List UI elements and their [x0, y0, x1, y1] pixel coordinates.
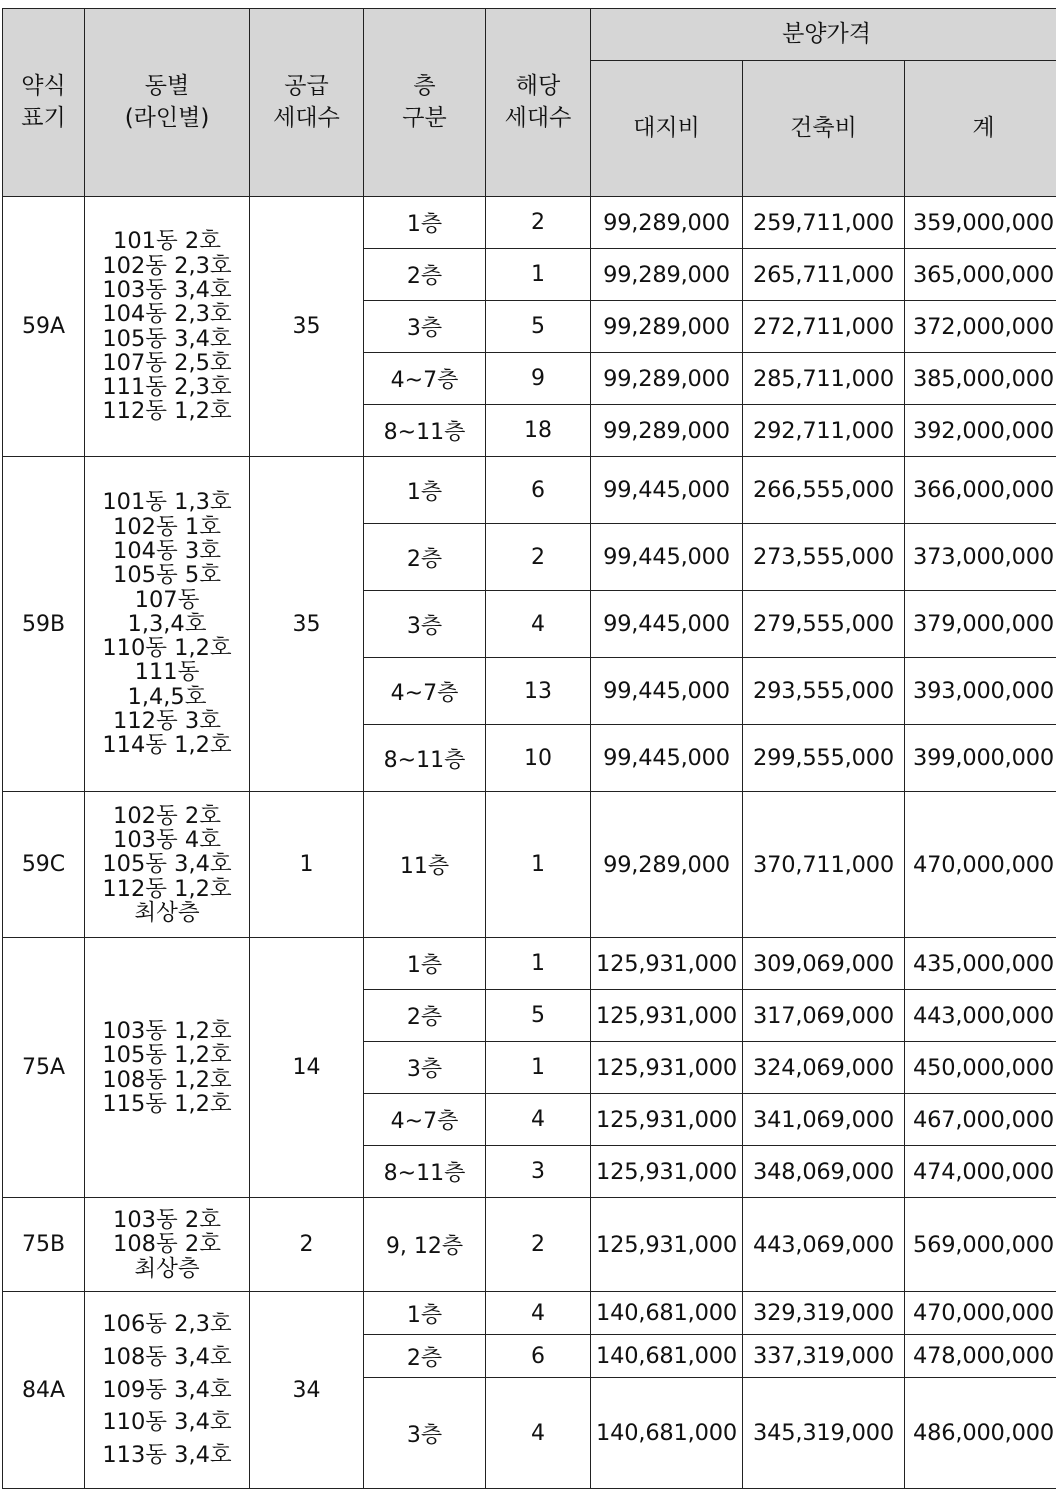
units-cell: 2 — [486, 197, 591, 249]
total-cell: 372,000,000 — [905, 301, 1056, 353]
land-cell: 140,681,000 — [591, 1378, 743, 1489]
table-row — [3, 1198, 1056, 1292]
land-cell: 140,681,000 — [591, 1292, 743, 1335]
type-cell: 59A — [3, 197, 85, 457]
build-cell: 273,555,000 — [743, 524, 905, 591]
dong-line: 101동 1,3호 — [85, 490, 249, 514]
units-cell: 13 — [486, 658, 591, 725]
floor-cell: 2층 — [364, 524, 486, 591]
dong-cell — [85, 1198, 250, 1292]
dong-line: 110동 3,4호 — [85, 1406, 249, 1439]
land-cell: 125,931,000 — [591, 1094, 743, 1146]
floor-cell: 2층 — [364, 1335, 486, 1378]
build-cell: 309,069,000 — [743, 938, 905, 990]
floor-cell: 4~7층 — [364, 658, 486, 725]
dong-line: 107동 2,5호 — [85, 351, 249, 375]
dong-line: 105동 1,2호 — [85, 1043, 249, 1067]
land-cell: 125,931,000 — [591, 1042, 743, 1094]
dong-line: 105동 5호 — [85, 563, 249, 587]
land-cell: 99,289,000 — [591, 792, 743, 938]
units-cell: 10 — [486, 725, 591, 792]
dong-line: 109동 3,4호 — [85, 1374, 249, 1407]
total-cell: 365,000,000 — [905, 249, 1056, 301]
build-cell: 345,319,000 — [743, 1378, 905, 1489]
header-land: 대지비 — [591, 61, 743, 197]
units-cell: 4 — [486, 1378, 591, 1489]
units-cell: 6 — [486, 457, 591, 524]
units-cell: 4 — [486, 1094, 591, 1146]
build-cell: 266,555,000 — [743, 457, 905, 524]
total-cell: 470,000,000 — [905, 792, 1056, 938]
total-cell: 450,000,000 — [905, 1042, 1056, 1094]
supply-cell: 14 — [250, 938, 364, 1198]
dong-line: 111동 2,3호 — [85, 375, 249, 399]
build-cell: 324,069,000 — [743, 1042, 905, 1094]
dong-line: 최상층 — [85, 901, 249, 925]
dong-line: 103동 4호 — [85, 828, 249, 852]
land-cell: 99,445,000 — [591, 457, 743, 524]
header-supply: 공급 세대수 — [250, 9, 364, 197]
table-row — [3, 1292, 1056, 1335]
floor-cell: 3층 — [364, 591, 486, 658]
floor-cell: 3층 — [364, 1378, 486, 1489]
total-cell: 443,000,000 — [905, 990, 1056, 1042]
units-cell: 3 — [486, 1146, 591, 1198]
land-cell: 99,445,000 — [591, 658, 743, 725]
units-cell: 2 — [486, 524, 591, 591]
header-build: 건축비 — [743, 61, 905, 197]
dong-line: 110동 1,2호 — [85, 636, 249, 660]
units-cell: 1 — [486, 249, 591, 301]
build-cell: 265,711,000 — [743, 249, 905, 301]
header-units: 해당 세대수 — [486, 9, 591, 197]
dong-line: 108동 3,4호 — [85, 1341, 249, 1374]
supply-cell: 35 — [250, 457, 364, 792]
units-cell: 2 — [486, 1198, 591, 1292]
table-row — [3, 792, 1056, 938]
header-price-group: 분양가격 — [591, 9, 1056, 61]
total-cell: 366,000,000 — [905, 457, 1056, 524]
dong-line: 107동 — [85, 588, 249, 612]
dong-cell — [85, 792, 250, 938]
land-cell: 99,289,000 — [591, 301, 743, 353]
header-dong: 동별 (라인별) — [85, 9, 250, 197]
type-cell: 84A — [3, 1292, 85, 1489]
table-row — [3, 457, 1056, 524]
total-cell: 373,000,000 — [905, 524, 1056, 591]
floor-cell: 8~11층 — [364, 725, 486, 792]
supply-cell: 35 — [250, 197, 364, 457]
build-cell: 293,555,000 — [743, 658, 905, 725]
total-cell: 359,000,000 — [905, 197, 1056, 249]
total-cell: 392,000,000 — [905, 405, 1056, 457]
total-cell: 478,000,000 — [905, 1335, 1056, 1378]
land-cell: 125,931,000 — [591, 1146, 743, 1198]
build-cell: 285,711,000 — [743, 353, 905, 405]
total-cell: 435,000,000 — [905, 938, 1056, 990]
land-cell: 99,289,000 — [591, 353, 743, 405]
units-cell: 1 — [486, 1042, 591, 1094]
dong-cell — [85, 457, 250, 792]
floor-cell: 11층 — [364, 792, 486, 938]
total-cell: 470,000,000 — [905, 1292, 1056, 1335]
floor-cell: 4~7층 — [364, 1094, 486, 1146]
floor-cell: 9, 12층 — [364, 1198, 486, 1292]
floor-cell: 1층 — [364, 1292, 486, 1335]
table-row — [3, 197, 1056, 249]
build-cell: 259,711,000 — [743, 197, 905, 249]
floor-cell: 4~7층 — [364, 353, 486, 405]
floor-cell: 8~11층 — [364, 405, 486, 457]
dong-line: 103동 2호 — [85, 1208, 249, 1232]
floor-cell: 2층 — [364, 990, 486, 1042]
land-cell: 125,931,000 — [591, 1198, 743, 1292]
type-cell: 59B — [3, 457, 85, 792]
supply-cell: 34 — [250, 1292, 364, 1489]
build-cell: 317,069,000 — [743, 990, 905, 1042]
units-cell: 5 — [486, 301, 591, 353]
dong-line: 105동 3,4호 — [85, 327, 249, 351]
floor-cell: 1층 — [364, 457, 486, 524]
floor-cell: 2층 — [364, 249, 486, 301]
dong-line: 108동 1,2호 — [85, 1068, 249, 1092]
dong-line: 104동 2,3호 — [85, 302, 249, 326]
total-cell: 385,000,000 — [905, 353, 1056, 405]
dong-line: 1,3,4호 — [85, 612, 249, 636]
dong-line: 105동 3,4호 — [85, 852, 249, 876]
total-cell: 486,000,000 — [905, 1378, 1056, 1489]
dong-line: 112동 1,2호 — [85, 399, 249, 423]
dong-line: 106동 2,3호 — [85, 1308, 249, 1341]
total-cell: 379,000,000 — [905, 591, 1056, 658]
floor-cell: 3층 — [364, 1042, 486, 1094]
dong-line: 114동 1,2호 — [85, 733, 249, 757]
build-cell: 370,711,000 — [743, 792, 905, 938]
floor-cell: 1층 — [364, 197, 486, 249]
dong-line: 102동 2호 — [85, 804, 249, 828]
build-cell: 299,555,000 — [743, 725, 905, 792]
dong-line: 115동 1,2호 — [85, 1092, 249, 1116]
build-cell: 329,319,000 — [743, 1292, 905, 1335]
supply-cell: 2 — [250, 1198, 364, 1292]
floor-cell: 8~11층 — [364, 1146, 486, 1198]
build-cell: 337,319,000 — [743, 1335, 905, 1378]
type-cell: 75B — [3, 1198, 85, 1292]
land-cell: 140,681,000 — [591, 1335, 743, 1378]
dong-line: 최상층 — [85, 1257, 249, 1281]
land-cell: 125,931,000 — [591, 938, 743, 990]
total-cell: 474,000,000 — [905, 1146, 1056, 1198]
units-cell: 1 — [486, 938, 591, 990]
units-cell: 6 — [486, 1335, 591, 1378]
total-cell: 399,000,000 — [905, 725, 1056, 792]
dong-cell — [85, 1292, 250, 1489]
units-cell: 4 — [486, 1292, 591, 1335]
units-cell: 9 — [486, 353, 591, 405]
dong-cell — [85, 197, 250, 457]
units-cell: 5 — [486, 990, 591, 1042]
dong-line: 112동 3호 — [85, 709, 249, 733]
total-cell: 569,000,000 — [905, 1198, 1056, 1292]
price-table — [2, 8, 1056, 1489]
dong-line: 113동 3,4호 — [85, 1439, 249, 1472]
header-total: 계 — [905, 61, 1056, 197]
dong-line: 102동 2,3호 — [85, 254, 249, 278]
land-cell: 99,445,000 — [591, 591, 743, 658]
table-row — [3, 938, 1056, 990]
build-cell: 279,555,000 — [743, 591, 905, 658]
dong-cell — [85, 938, 250, 1198]
land-cell: 99,445,000 — [591, 725, 743, 792]
dong-line: 108동 2호 — [85, 1232, 249, 1256]
dong-line: 112동 1,2호 — [85, 877, 249, 901]
build-cell: 292,711,000 — [743, 405, 905, 457]
dong-line: 103동 3,4호 — [85, 278, 249, 302]
land-cell: 99,445,000 — [591, 524, 743, 591]
type-cell: 59C — [3, 792, 85, 938]
dong-line: 103동 1,2호 — [85, 1019, 249, 1043]
units-cell: 1 — [486, 792, 591, 938]
dong-line: 111동 — [85, 660, 249, 684]
type-cell: 75A — [3, 938, 85, 1198]
supply-cell: 1 — [250, 792, 364, 938]
units-cell: 4 — [486, 591, 591, 658]
dong-line: 104동 3호 — [85, 539, 249, 563]
dong-line: 101동 2호 — [85, 229, 249, 253]
build-cell: 272,711,000 — [743, 301, 905, 353]
units-cell: 18 — [486, 405, 591, 457]
land-cell: 99,289,000 — [591, 249, 743, 301]
build-cell: 341,069,000 — [743, 1094, 905, 1146]
price-table-container — [2, 8, 1056, 1489]
price-table-body — [3, 197, 1056, 1489]
land-cell: 99,289,000 — [591, 197, 743, 249]
build-cell: 443,069,000 — [743, 1198, 905, 1292]
total-cell: 393,000,000 — [905, 658, 1056, 725]
floor-cell: 3층 — [364, 301, 486, 353]
dong-line: 1,4,5호 — [85, 685, 249, 709]
land-cell: 125,931,000 — [591, 990, 743, 1042]
build-cell: 348,069,000 — [743, 1146, 905, 1198]
header-floor: 층 구분 — [364, 9, 486, 197]
land-cell: 99,289,000 — [591, 405, 743, 457]
floor-cell: 1층 — [364, 938, 486, 990]
header-type: 약식 표기 — [3, 9, 85, 197]
dong-line: 102동 1호 — [85, 515, 249, 539]
total-cell: 467,000,000 — [905, 1094, 1056, 1146]
